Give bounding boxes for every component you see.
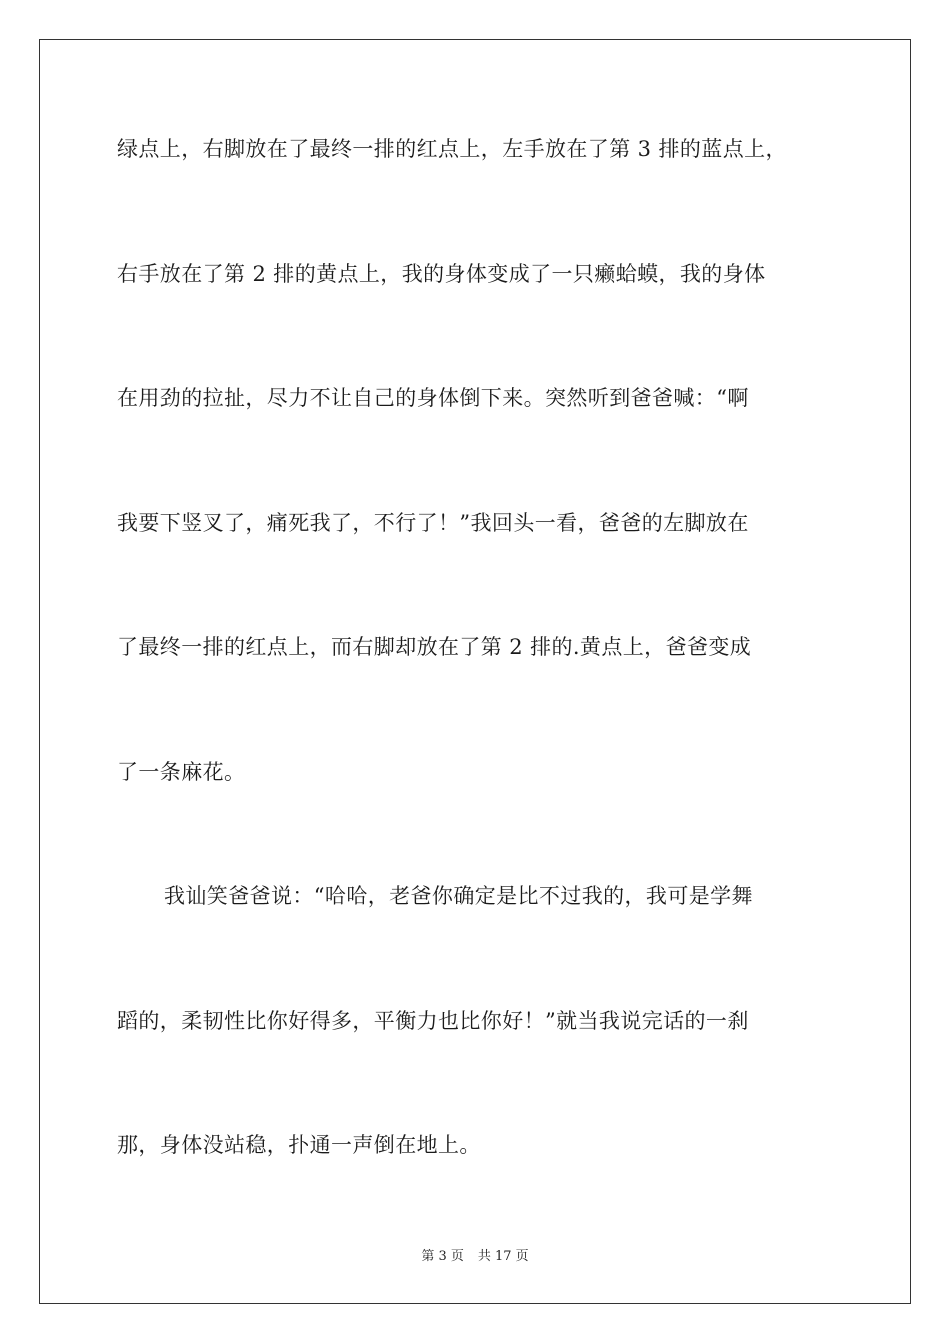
page-footer	[0, 1248, 950, 1266]
total-pages: 共 17 页	[477, 1249, 529, 1264]
page-number: 第 3 页	[421, 1249, 464, 1264]
text-line-4: 我要下竖叉了，痛死我了，不行了！”我回头一看，爸爸的左脚放在	[117, 511, 749, 535]
text-line-8: 蹈的，柔韧性比你好得多，平衡力也比你好！”就当我说完话的一刹	[117, 1009, 749, 1033]
text-line-9: 那，身体没站稳，扑通一声倒在地上。	[117, 1133, 481, 1157]
text-line-5: 了最终一排的红点上，而右脚却放在了第 2 排的.黄点上，爸爸变成	[117, 635, 752, 659]
text-line-2: 右手放在了第 2 排的黄点上，我的身体变成了一只癞蛤蟆，我的身体	[117, 262, 766, 286]
text-line-1: 绿点上，右脚放在了最终一排的红点上，左手放在了第 3 排的蓝点上，	[117, 137, 787, 161]
text-line-6: 了一条麻花。	[117, 760, 246, 784]
text-line-7: 我讪笑爸爸说：“哈哈，老爸你确定是比不过我的，我可是学舞	[164, 884, 753, 908]
text-line-3: 在用劲的拉扯，尽力不让自己的身体倒下来。突然听到爸爸喊：“啊	[117, 386, 749, 410]
page-border	[39, 39, 911, 1304]
